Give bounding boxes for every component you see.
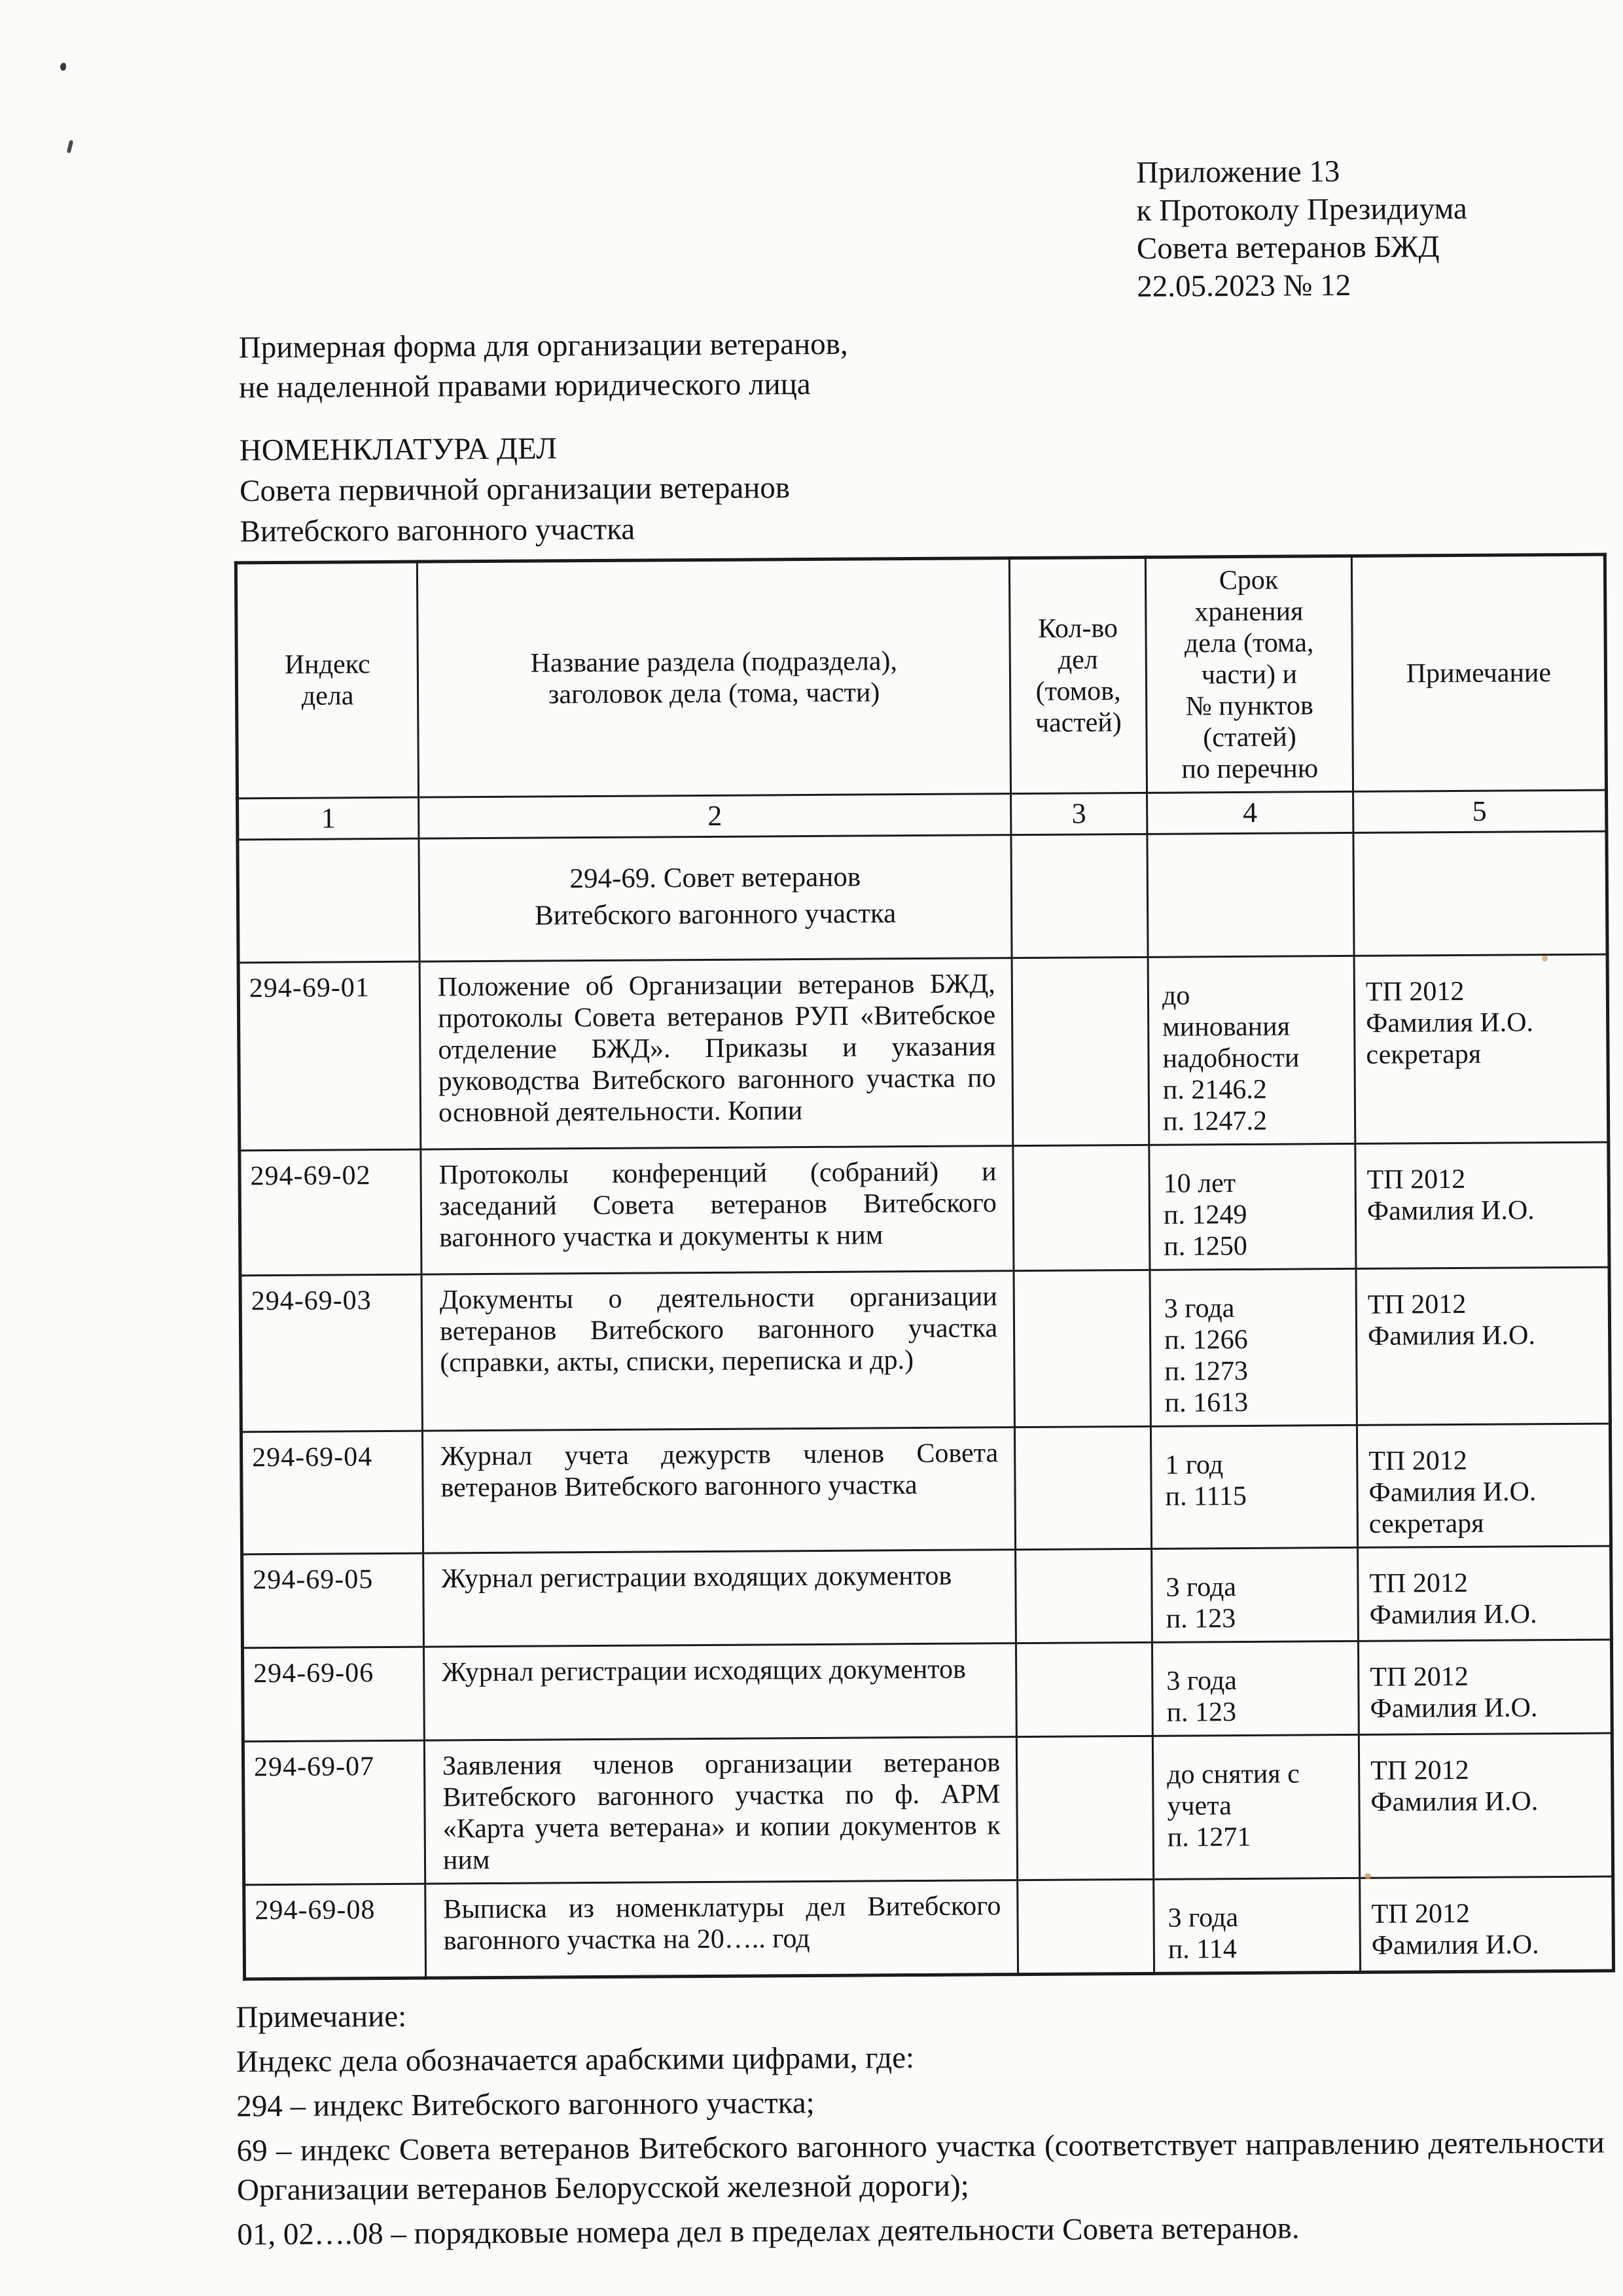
document-title	[240, 427, 791, 552]
cell-count	[1013, 1145, 1150, 1270]
cell-index: 294-69-01	[238, 961, 421, 1151]
appendix-block	[1136, 152, 1468, 306]
table-row	[240, 1267, 1610, 1432]
cell-title: Заявления членов организации ветеранов Витебского вагонного участка по ф. АРМ «Карта учета ветерана» и копии документов к ним	[424, 1737, 1017, 1884]
table-row	[241, 1424, 1611, 1554]
table-row	[243, 1733, 1613, 1885]
footnotes-block	[236, 1990, 1605, 2255]
cell-storage: 3 года п. 123	[1152, 1547, 1359, 1642]
cell-note: ТП 2012 Фамилия И.О.	[1358, 1640, 1612, 1734]
footnote-line: 69 – индекс Совета ветеранов Витебского вагонного участка (соответствует направлению деятельности Организации ветеранов Белорусской железной дороги);	[236, 2125, 1605, 2208]
cell-note: ТП 2012 Фамилия И.О.	[1360, 1876, 1614, 1972]
column-number: 5	[1353, 790, 1607, 833]
cell-storage: 1 год п. 1115	[1150, 1425, 1357, 1549]
header-storage: Срок хранения дела (тома, части) и № пунктов (статей) по перечню	[1145, 556, 1353, 793]
cell-title: Документы о деятельности организации ветеранов Витебского вагонного участка (справки, акты, списки, переписка и др.)	[421, 1271, 1014, 1431]
header-note: Примечание	[1351, 554, 1606, 791]
header-index: Индекс дела	[236, 562, 418, 798]
cell-index: 294-69-06	[242, 1647, 424, 1742]
section-header-cell: 294-69. Совет ветеранов Витебского вагонного участка	[419, 835, 1012, 962]
footnote-line: Индекс дела обозначается арабскими цифрами, где:	[236, 2041, 915, 2079]
cell-note: ТП 2012 Фамилия И.О.	[1359, 1733, 1613, 1878]
cell-count	[1012, 957, 1149, 1145]
empty-cell	[1353, 831, 1607, 956]
cell-title: Журнал учета дежурств членов Совета ветеранов Витебского вагонного участка	[422, 1427, 1015, 1554]
cell-count	[1018, 1879, 1154, 1974]
section-header-row	[238, 831, 1607, 963]
header-count: Кол-во дел (томов, частей)	[1009, 557, 1147, 793]
cell-storage: 10 лет п. 1249 п. 1250	[1149, 1143, 1356, 1270]
cell-note: ТП 2012 Фамилия И.О. секретаря	[1357, 1424, 1611, 1547]
empty-cell	[1147, 833, 1354, 957]
intro-block	[239, 325, 849, 408]
cell-title: Протоколы конференций (собраний) и заседаний Совета ветеранов Витебского вагонного участка и документы к ним	[421, 1146, 1014, 1275]
cell-note: ТП 2012 Фамилия И.О.	[1355, 1142, 1609, 1268]
cell-count	[1016, 1549, 1152, 1643]
title-line: Совета первичной организации ветеранов	[240, 471, 791, 509]
title-line: НОМЕНКЛАТУРА ДЕЛ	[239, 431, 558, 468]
cell-index: 294-69-05	[242, 1553, 424, 1648]
header-row	[236, 554, 1606, 798]
intro-line: не наделенной правами юридического лица	[239, 367, 811, 405]
table-row	[244, 1876, 1614, 1979]
cell-storage: 3 года п. 114	[1154, 1878, 1361, 1973]
table-row	[238, 954, 1609, 1151]
appendix-line: 22.05.2023 № 12	[1137, 268, 1351, 304]
empty-cell	[1011, 834, 1148, 958]
cell-index: 294-69-03	[240, 1274, 422, 1432]
cell-count	[1016, 1642, 1152, 1736]
appendix-line: Приложение 13	[1136, 154, 1340, 190]
table-row	[240, 1142, 1609, 1276]
cell-index: 294-69-02	[240, 1149, 421, 1276]
column-number: 2	[419, 794, 1011, 839]
cell-count	[1014, 1426, 1151, 1549]
cell-storage: до минования надобности п. 2146.2 п. 1247.2	[1148, 956, 1355, 1145]
cell-index: 294-69-04	[241, 1431, 423, 1554]
cell-title: Выписка из номенклатуры дел Витебского вагонного участка на 20….. год	[425, 1880, 1018, 1979]
cell-note: ТП 2012 Фамилия И.О.	[1356, 1267, 1610, 1425]
header-title: Название раздела (подраздела), заголовок дела (тома, части)	[417, 558, 1010, 798]
cell-title: Журнал регистрации входящих документов	[423, 1550, 1016, 1647]
cell-count	[1014, 1270, 1150, 1427]
cell-title: Журнал регистрации исходящих документов	[423, 1643, 1016, 1741]
table-row	[242, 1640, 1612, 1742]
title-line: Витебского вагонного участка	[240, 512, 635, 549]
table-zone	[227, 552, 1623, 2259]
appendix-line: к Протоколу Президиума	[1136, 191, 1467, 228]
empty-cell	[238, 838, 419, 963]
cell-index: 294-69-08	[244, 1884, 426, 1979]
cell-title: Положение об Организации ветеранов БЖД, протоколы Совета ветеранов РУП «Витебское отделение БЖД». Приказы и указания руководства Витебского вагонного участка по основной деятельности. Копии	[419, 958, 1013, 1150]
cell-storage: 3 года п. 1266 п. 1273 п. 1613	[1150, 1268, 1357, 1426]
cell-storage: 3 года п. 123	[1152, 1641, 1359, 1736]
column-number: 3	[1011, 793, 1147, 834]
cell-note: ТП 2012 Фамилия И.О.	[1358, 1546, 1612, 1641]
footnote-line: 294 – индекс Витебского вагонного участка;	[236, 2085, 815, 2124]
appendix-line: Совета ветеранов БЖД	[1136, 230, 1440, 266]
table-row	[242, 1546, 1612, 1648]
cell-count	[1016, 1736, 1153, 1880]
cell-note: ТП 2012 Фамилия И.О. секретаря	[1354, 954, 1609, 1143]
column-number: 1	[238, 797, 419, 840]
footnote-line: 01, 02….08 – порядковые номера дел в пределах деятельности Совета ветеранов.	[237, 2211, 1300, 2252]
column-number: 4	[1147, 791, 1353, 834]
cell-storage: до снятия с учета п. 1271	[1152, 1734, 1359, 1879]
cell-index: 294-69-07	[243, 1740, 425, 1885]
nomenclature-table	[234, 553, 1615, 1981]
footnote-label: Примечание:	[236, 1999, 407, 2035]
intro-line: Примерная форма для организации ветеранов,	[238, 327, 848, 365]
